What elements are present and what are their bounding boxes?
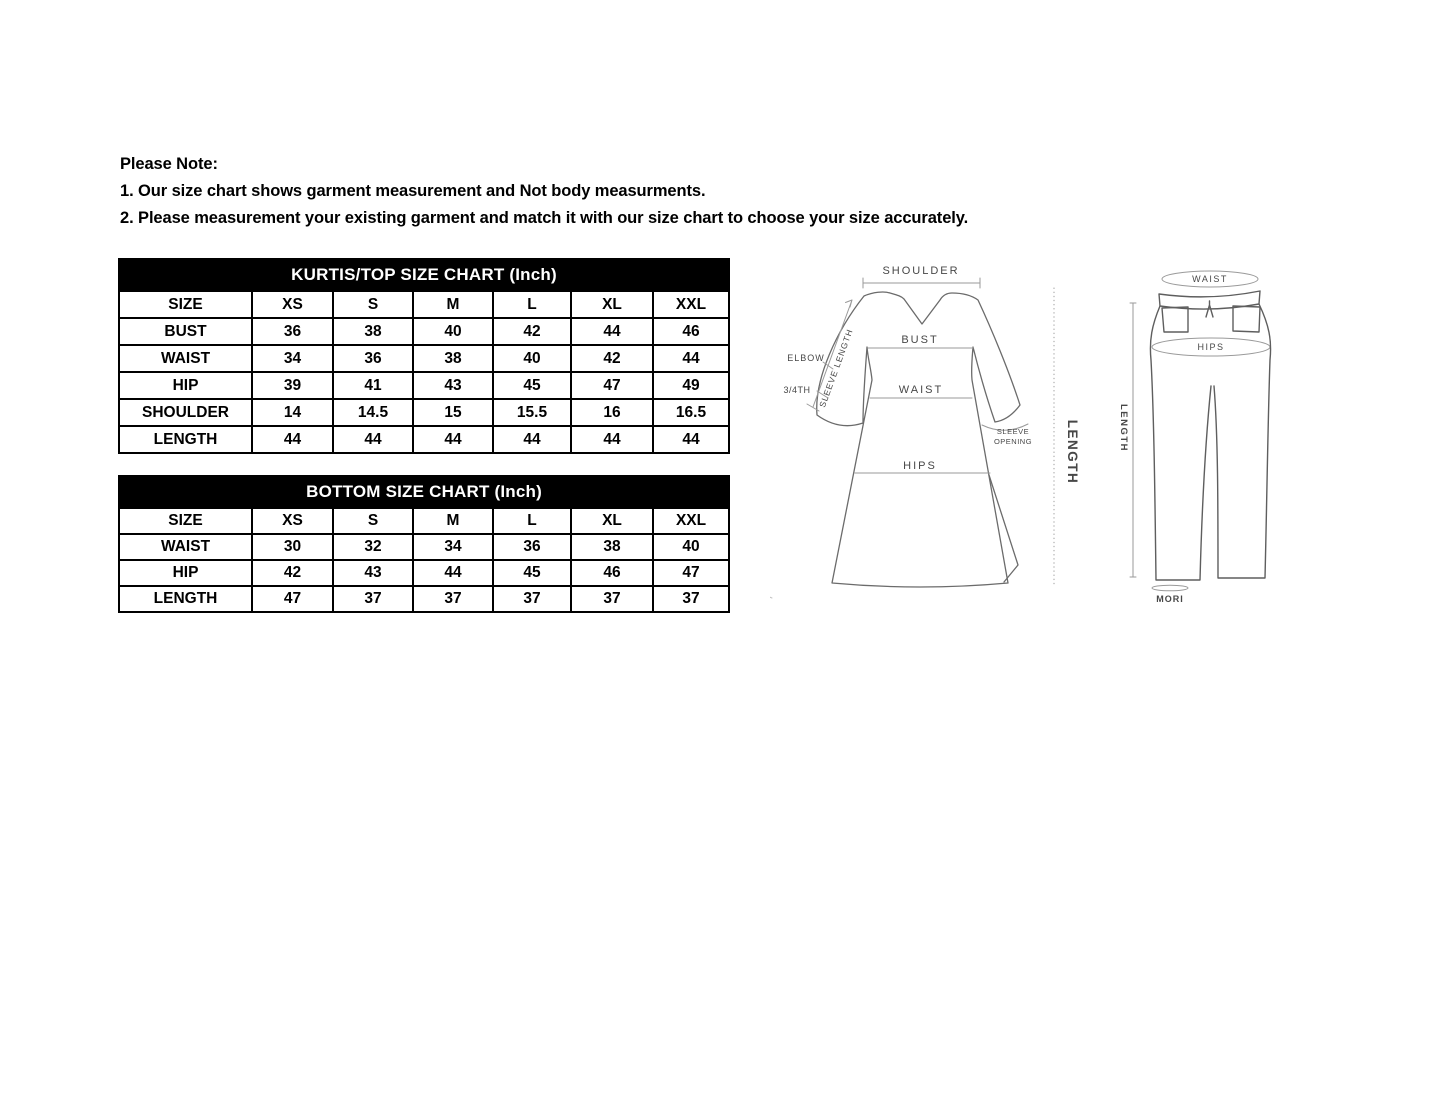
size-cell: 40 — [493, 345, 571, 372]
size-cell: 40 — [653, 534, 729, 560]
table-title-row — [119, 476, 729, 508]
size-cell: 47 — [571, 372, 653, 399]
size-cell: 42 — [571, 345, 653, 372]
size-cell: 44 — [252, 426, 333, 453]
size-cell: 44 — [413, 426, 493, 453]
column-header: XS — [252, 508, 333, 534]
size-cell: 41 — [333, 372, 413, 399]
column-header: XS — [252, 291, 333, 318]
size-cell: 39 — [252, 372, 333, 399]
size-cell: 36 — [333, 345, 413, 372]
column-header: SIZE — [119, 291, 252, 318]
size-cell: 46 — [571, 560, 653, 586]
size-cell: 37 — [653, 586, 729, 612]
column-header: L — [493, 291, 571, 318]
size-cell: 47 — [252, 586, 333, 612]
size-cell: 42 — [493, 318, 571, 345]
row-label: HIP — [119, 372, 252, 399]
size-cell: 43 — [333, 560, 413, 586]
column-header: XXL — [653, 508, 729, 534]
size-cell: 44 — [571, 318, 653, 345]
size-cell: 34 — [252, 345, 333, 372]
length-label: LENGTH — [1118, 403, 1129, 453]
column-header: M — [413, 291, 493, 318]
size-cell: 43 — [413, 372, 493, 399]
table-row — [119, 318, 729, 345]
size-cell: 38 — [333, 318, 413, 345]
size-cell: 14.5 — [333, 399, 413, 426]
row-label: HIP — [119, 560, 252, 586]
size-cell: 37 — [493, 586, 571, 612]
size-cell: 16 — [571, 399, 653, 426]
size-cell: 15.5 — [493, 399, 571, 426]
table-row — [119, 426, 729, 453]
kurti-measurement-diagram — [770, 255, 1090, 605]
shoulder-measure-line — [863, 278, 980, 288]
waist-label: WAIST — [898, 384, 944, 396]
column-header: SIZE — [119, 508, 252, 534]
table-title: BOTTOM SIZE CHART (Inch) — [119, 476, 729, 508]
sleeve-opening-label-line1: SLEEVE — [996, 427, 1030, 436]
table-row — [119, 372, 729, 399]
please-note-block — [120, 151, 968, 232]
three-fourth-label: 3/4TH — [783, 385, 811, 395]
size-cell: 49 — [653, 372, 729, 399]
row-label: LENGTH — [119, 586, 252, 612]
size-cell: 36 — [252, 318, 333, 345]
size-cell: 44 — [413, 560, 493, 586]
kurti-side-slit — [989, 475, 1018, 582]
length-label: LENGTH — [1065, 419, 1080, 485]
pants-measurement-diagram — [1090, 255, 1310, 615]
pants-right-pocket — [1233, 306, 1260, 332]
sleeve-length-label: SLEEVE LENGTH — [817, 327, 855, 409]
waist-label: WAIST — [1192, 274, 1228, 284]
table-row — [119, 534, 729, 560]
size-cell: 37 — [571, 586, 653, 612]
column-header: XXL — [653, 291, 729, 318]
table-row — [119, 345, 729, 372]
elbow-label: ELBOW — [787, 353, 825, 363]
size-cell: 36 — [493, 534, 571, 560]
column-header: L — [493, 508, 571, 534]
size-cell: 38 — [571, 534, 653, 560]
size-cell: 38 — [413, 345, 493, 372]
size-cell: 16.5 — [653, 399, 729, 426]
hips-label: HIPS — [903, 460, 937, 472]
column-header-row — [119, 508, 729, 534]
size-cell: 45 — [493, 372, 571, 399]
table-title: KURTIS/TOP SIZE CHART (Inch) — [119, 259, 729, 291]
column-header: XL — [571, 291, 653, 318]
column-header: S — [333, 291, 413, 318]
table-row — [119, 560, 729, 586]
size-cell: 37 — [413, 586, 493, 612]
bottom-size-chart-table — [118, 475, 730, 613]
column-header-row — [119, 291, 729, 318]
size-cell: 44 — [333, 426, 413, 453]
size-cell: 40 — [413, 318, 493, 345]
size-cell: 34 — [413, 534, 493, 560]
size-cell: 44 — [571, 426, 653, 453]
note-line-1: 1. Our size chart shows garment measurement and Not body measurments. — [120, 182, 706, 200]
row-label: WAIST — [119, 534, 252, 560]
note-line-2: 2. Please measurement your existing garment and match it with our size chart to choose your size accurately. — [120, 209, 969, 227]
hips-label: HIPS — [1197, 342, 1225, 352]
size-cell: 37 — [333, 586, 413, 612]
size-cell: 30 — [252, 534, 333, 560]
size-cell: 44 — [653, 345, 729, 372]
shoulder-label: SHOULDER — [882, 265, 960, 277]
size-cell: 47 — [653, 560, 729, 586]
kurtis-top-size-chart-table — [118, 258, 730, 454]
row-label: SHOULDER — [119, 399, 252, 426]
length-measure-line — [1130, 303, 1136, 577]
size-cell: 46 — [653, 318, 729, 345]
column-header: M — [413, 508, 493, 534]
hem-tick-mark — [770, 596, 772, 598]
mori-measure-ellipse — [1152, 585, 1188, 591]
size-cell: 44 — [493, 426, 571, 453]
table-row — [119, 399, 729, 426]
mori-label: MORI — [1156, 594, 1184, 604]
bust-label: BUST — [901, 334, 939, 346]
note-title: Please Note: — [120, 155, 218, 173]
pants-left-pocket — [1162, 307, 1188, 332]
size-cell: 44 — [653, 426, 729, 453]
row-label: LENGTH — [119, 426, 252, 453]
size-cell: 45 — [493, 560, 571, 586]
table-row — [119, 586, 729, 612]
size-cell: 14 — [252, 399, 333, 426]
row-label: BUST — [119, 318, 252, 345]
size-cell: 15 — [413, 399, 493, 426]
row-label: WAIST — [119, 345, 252, 372]
sleeve-opening-label-line2: OPENING — [993, 437, 1033, 446]
size-cell: 42 — [252, 560, 333, 586]
column-header: S — [333, 508, 413, 534]
table-title-row — [119, 259, 729, 291]
size-cell: 32 — [333, 534, 413, 560]
column-header: XL — [571, 508, 653, 534]
